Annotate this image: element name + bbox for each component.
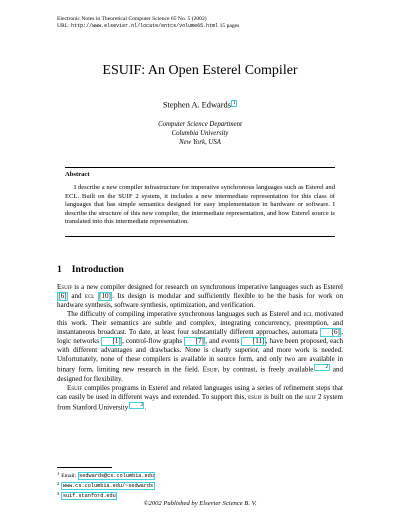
text-run: . [144, 403, 147, 412]
affiliation-department: Computer Science Department [158, 121, 242, 128]
citation-link[interactable]: [6] [320, 328, 341, 337]
author-line [0, 100, 400, 111]
text-run: and designed for flexibility. [57, 365, 344, 383]
text-run: , logic networks [57, 328, 343, 346]
paragraph-1 [57, 283, 343, 310]
section-title: Introduction [71, 264, 124, 275]
ecl-name: ecl [303, 310, 313, 319]
citation-link[interactable]: [1] [101, 337, 122, 346]
footnote-link[interactable]: 3 [129, 402, 145, 409]
footnote-mark: 3 [57, 491, 60, 496]
paragraph-3 [57, 384, 343, 413]
footnote-2 [57, 480, 343, 490]
esuif-name: Esuif [67, 384, 83, 393]
author-footnote-link[interactable]: 1 [233, 101, 236, 106]
copyright-line: ©2002 Published by Elsevier Science B. V. [143, 500, 257, 507]
text-run: and [68, 292, 85, 301]
journal-url-line [57, 23, 357, 30]
abstract-bottom-rule [65, 236, 335, 237]
esuif-name: esuif [248, 393, 263, 402]
footnote-link[interactable]: 2 [314, 364, 330, 371]
esuif-name: Esuif [202, 365, 218, 374]
suif-link[interactable]: suif.stanford.edu [62, 493, 116, 499]
affiliation-city: New York, USA [179, 139, 221, 146]
text-run: , and events [205, 337, 242, 346]
footnote-mark: 2 [57, 481, 60, 486]
email-link[interactable]: sedwards@cs.columbia.edu [79, 473, 154, 479]
journal-header [57, 16, 357, 30]
body-text [57, 283, 343, 413]
text-run: , have been proposed, each with different advantages and drawbacks. None is clearly superior, and more work is needed. Unfortunately, none of these compilers is available in source form, and only two are available in binary form, limiting new research in the field. [57, 337, 343, 374]
text-run: , by contrast, is freely available [217, 365, 314, 374]
footnote-rule [57, 467, 112, 468]
text-run: is built on the [262, 393, 306, 402]
footnotes [57, 470, 343, 500]
text-run: compiles programs in Esterel and related languages using a series of refinement steps that can easily be used in different ways and extended. To support this, [57, 384, 343, 402]
text-run: , control-flow graphs [122, 337, 185, 346]
author-name: Stephen A. Edwards [162, 100, 231, 110]
text-run: . Its design is modular and sufficiently flexible to be the basis for work on hardware synthesis, software synthesis, optimization, and verification. [57, 292, 343, 310]
citation-link[interactable]: [11] [241, 337, 265, 346]
journal-url-link[interactable]: http://www.elsevier.nl/locate/entcs/volume65.html [71, 23, 219, 30]
citation-link[interactable]: [10] [99, 292, 111, 301]
footnote-1 [57, 470, 343, 480]
footnote-label: Email: [61, 473, 78, 479]
text-run: motivated this work. Their semantics are subtle and complex, integrating concurrency, preemption, and instantaneous broadcast. To date, at least four substantially different approaches, automata [57, 310, 343, 337]
abstract-top-rule [65, 167, 335, 168]
footnote-mark: 1 [57, 471, 60, 476]
citation-link[interactable]: [6] [58, 292, 67, 301]
text-run: The difficulty of compiling imperative synchronous languages such as Esterel and [67, 310, 304, 319]
affiliation-university: Columbia University [171, 130, 229, 137]
affiliation [0, 120, 400, 147]
url-label: URL: [57, 23, 70, 30]
esuif-name: Esuif [57, 283, 73, 291]
section-heading [57, 264, 124, 275]
homepage-link[interactable]: www.cs.columbia.edu/~sedwards [62, 483, 154, 489]
abstract-heading: Abstract [65, 171, 90, 178]
text-run: is a new compiler designed for research on synchronous imperative languages such as Esterel [72, 283, 343, 291]
footnote-3 [57, 490, 343, 500]
journal-citation: Electronic Notes in Theoretical Computer Science 65 No. 5 (2002) [57, 16, 207, 22]
paragraph-2 [57, 310, 343, 384]
section-number: 1 [57, 264, 62, 275]
text-run: 2 system from Stanford University [57, 393, 344, 412]
abstract-text: I describe a new compiler infrastructure for imperative synchronous languages such as Esterel and ECL. Built on the SUIF 2 system, it includes a new intermediate representation for this class of languages that has simple semantics designed for easy implementation in hardware or software. I describe the structure of this new compiler, the intermediate representation, and how Esterel source is translated into this intermediate representation. [65, 184, 335, 226]
ecl-name: ecl [84, 292, 95, 301]
page-count: 15 pages [219, 23, 240, 30]
citation-link[interactable]: [7] [184, 337, 205, 346]
suif-name: suif [305, 393, 316, 402]
paper-title: ESUIF: An Open Esterel Compiler [102, 63, 298, 78]
